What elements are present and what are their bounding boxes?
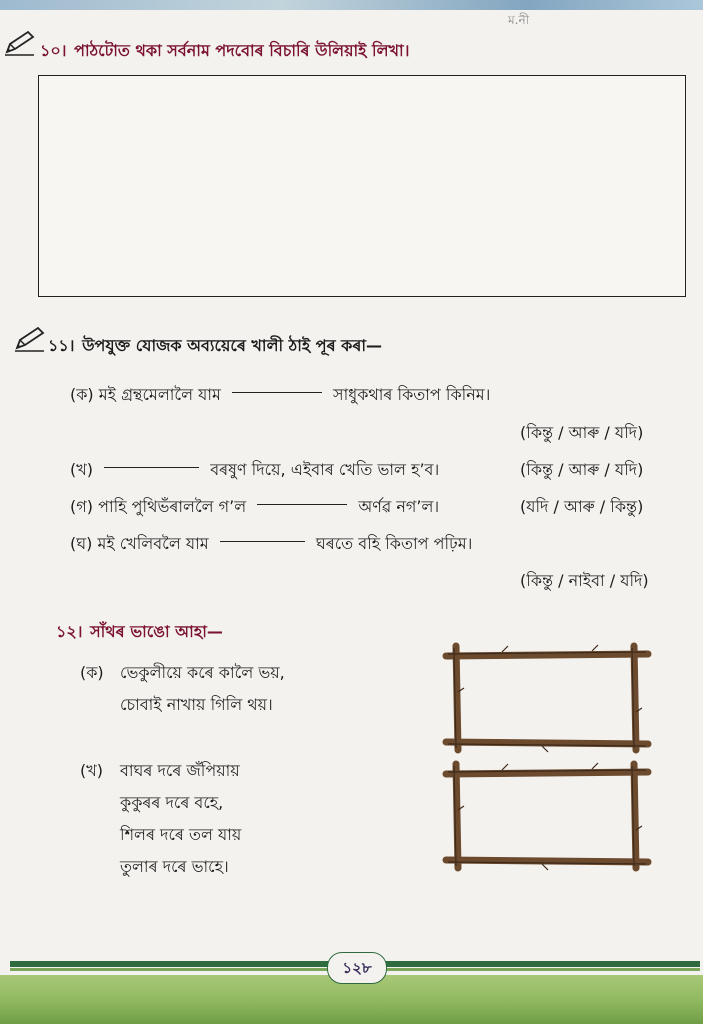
riddle-line: কুকুৰৰ দৰে বহে, [120,793,224,812]
blank-line[interactable] [220,541,305,542]
question-10-number: ১০। [40,41,67,60]
riddle-line: তুলাৰ দৰে ভাহে। [120,857,229,876]
blank-line[interactable] [104,467,199,468]
item-options: (কিন্তু / আৰু / যদি) [520,423,644,442]
item-text-after: অৰ্ণৱ নগ’ল। [358,497,440,516]
fill-blank-item [70,494,439,521]
fill-blank-item [70,457,439,484]
blank-line[interactable] [232,392,322,393]
item-text-before: মই গ্ৰন্থমেলালৈ যাম [98,385,221,404]
fill-blank-item [70,382,490,409]
question-12-text: সাঁথৰ ভাঙো আহা— [90,622,223,641]
page-number: ১২৮ [327,952,387,984]
page-tag: ম.নী [508,13,530,27]
top-decorative-band [0,0,703,10]
question-10-heading [40,38,409,65]
item-label: (ঘ) [70,534,93,553]
blank-line[interactable] [257,504,347,505]
item-label: (ক) [70,385,94,404]
question-12-heading [56,619,223,646]
fill-blank-item [70,531,472,558]
question-10-text: পাঠটোত থকা সৰ্বনাম পদবোৰ বিচাৰি উলিয়াই লিখা। [74,41,410,60]
question-11-number: ১১। [48,336,75,355]
pencil-icon [14,326,46,352]
item-options: (যদি / আৰু / কিন্তু) [520,497,644,516]
riddle-label: (খ) [80,761,103,780]
item-options: (কিন্তু / আৰু / যদি) [520,460,644,479]
item-text-after: ঘৰতে বহি কিতাপ পঢ়িম। [315,534,473,553]
item-text-before: মই খেলিবলৈ যাম [97,534,209,553]
pencil-icon [4,30,36,56]
item-label: (খ) [70,460,93,479]
riddle-line: চোবাই নাখায় গিলি থয়। [120,695,273,714]
item-text-after: বৰষুণ দিয়ে, এইবাৰ খেতি ভাল হ’ব। [210,460,440,479]
item-text-after: সাধুকথাৰ কিতাপ কিনিম। [333,385,491,404]
question-11-text: উপযুক্ত যোজক অব্যয়েৰে খালী ঠাই পূৰ কৰা— [82,336,383,355]
riddle-line: শিলৰ দৰে তল যায় [120,825,242,844]
riddle-answer-frame[interactable] [442,642,652,754]
question-11-heading [48,333,382,360]
riddle-label: (ক) [80,663,104,682]
riddle-line: ভেকুলীয়ে কৰে কালৈ ভয়, [120,663,285,682]
item-text-before: পাহি পুথিভঁৰাললৈ গ’ল [98,497,247,516]
answer-box[interactable] [38,75,686,297]
item-label: (গ) [70,497,93,516]
question-12-number: ১২। [56,622,83,641]
item-options: (কিন্তু / নাইবা / যদি) [520,571,649,590]
riddle-line: বাঘৰ দৰে জঁপিয়ায় [120,761,240,780]
riddle-answer-frame[interactable] [442,760,652,872]
